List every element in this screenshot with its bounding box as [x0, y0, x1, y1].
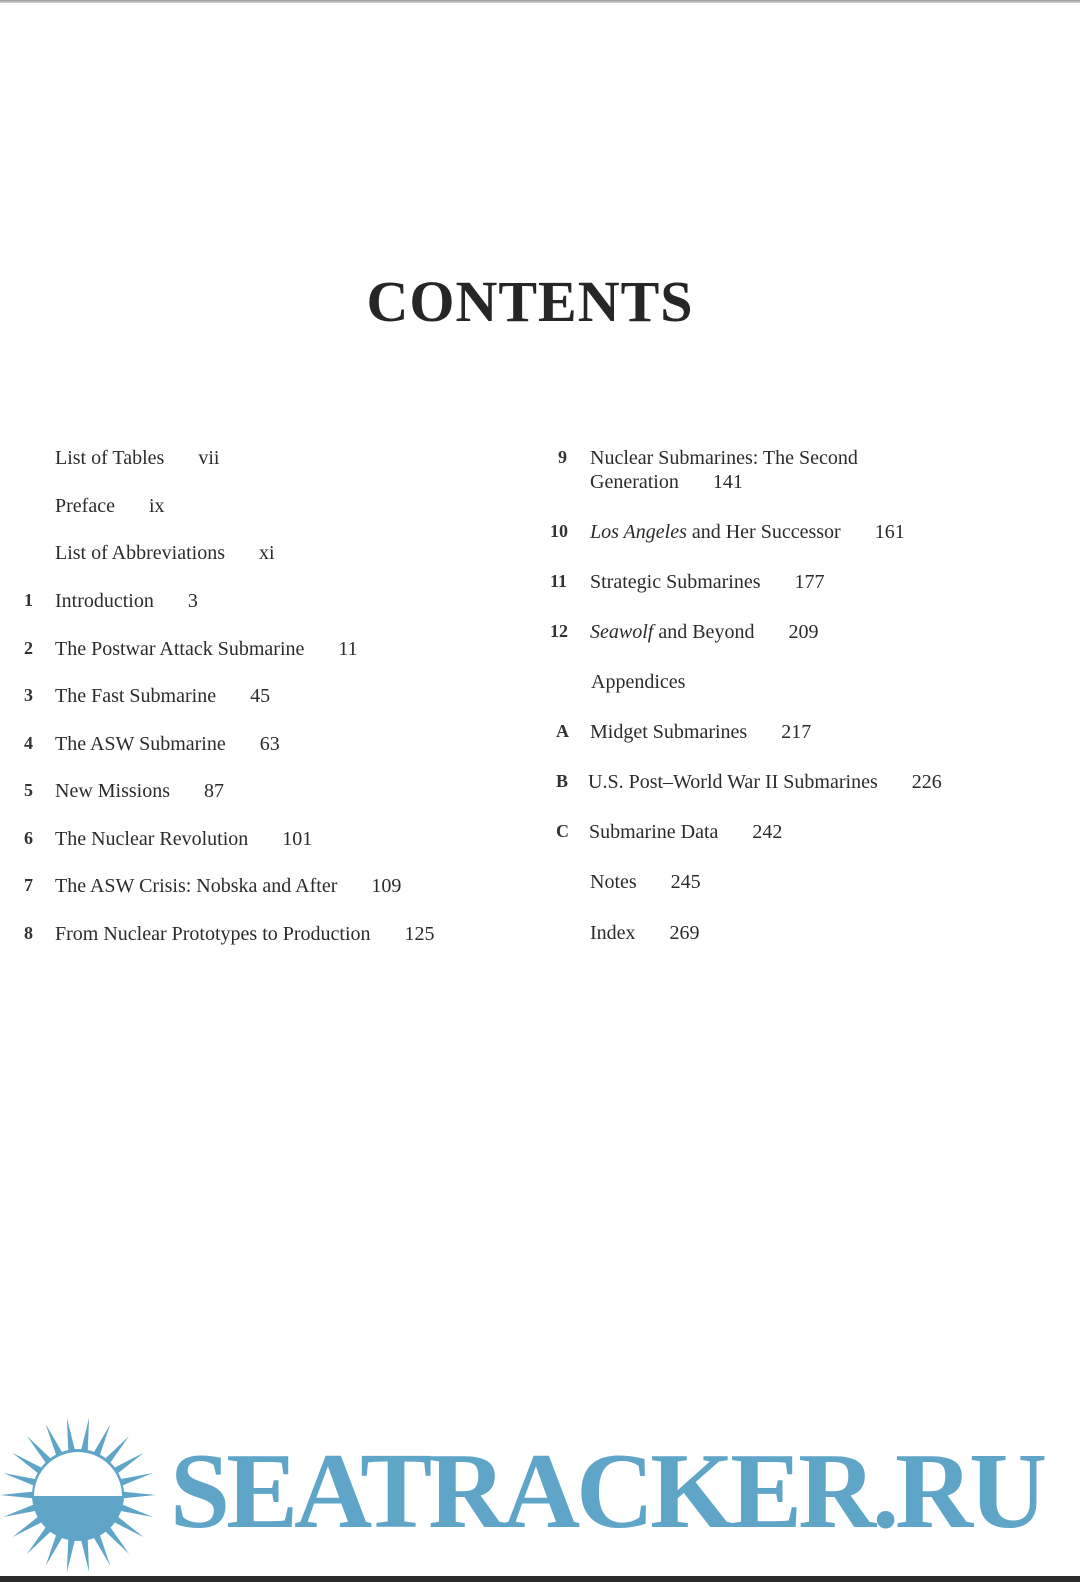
toc-entry-label: The Postwar Attack Submarine	[55, 638, 305, 660]
toc-entry	[590, 620, 818, 644]
toc-entry	[590, 921, 700, 945]
sun-ray	[3, 1504, 37, 1517]
toc-entry	[55, 827, 312, 851]
toc-entry	[55, 637, 358, 661]
toc-entry-page: 245	[670, 871, 701, 893]
toc-entry	[55, 494, 165, 518]
toc-entry	[55, 589, 198, 613]
toc-entry-page: vii	[198, 447, 220, 469]
toc-entry-label: Introduction	[55, 590, 154, 612]
page-title: CONTENTS	[366, 269, 694, 334]
toc-entry-page: 3	[187, 590, 198, 612]
toc-entry-page: xi	[258, 542, 275, 564]
toc-entry-page: 87	[204, 780, 225, 802]
toc-entry-label: Preface	[55, 495, 115, 517]
toc-entry	[55, 922, 435, 946]
toc-entry-page: 209	[788, 621, 819, 643]
toc-entry-label: Notes	[590, 871, 637, 893]
top-scan-edge	[0, 0, 1080, 3]
chapter-number: 6	[24, 828, 33, 848]
toc-entry	[590, 446, 858, 470]
toc-entry	[55, 874, 401, 898]
toc-entry-label: Appendices	[591, 671, 686, 693]
chapter-number: 1	[24, 590, 33, 610]
toc-entry-page: 63	[259, 733, 280, 755]
toc-entry-label: Midget Submarines	[590, 721, 748, 743]
toc-entry	[590, 870, 701, 894]
toc-entry-page: 125	[404, 923, 435, 945]
toc-entry	[55, 446, 219, 470]
chapter-number: 9	[558, 447, 567, 467]
toc-entry	[590, 520, 905, 544]
toc-entry	[55, 779, 224, 803]
chapter-number: 8	[24, 923, 33, 943]
toc-entry-label: The ASW Submarine	[55, 733, 226, 755]
sun-ray	[12, 1516, 43, 1537]
toc-entry-page: 226	[911, 771, 942, 793]
toc-entry-page: 217	[781, 721, 812, 743]
toc-entry-page: ix	[148, 495, 165, 517]
bottom-scan-edge	[0, 1576, 1080, 1582]
watermark-text: SEATRACKER.RU	[170, 1437, 1044, 1547]
toc-entry-page: 269	[669, 922, 700, 944]
toc-entry-label: Index	[590, 922, 636, 944]
toc-entry-label: From Nuclear Prototypes to Production	[55, 923, 371, 945]
toc-entry-label: List of Tables	[55, 447, 165, 469]
sun-ray	[113, 1516, 144, 1537]
toc-entry-label-line2: Generation	[590, 471, 679, 493]
toc-entry	[588, 770, 942, 794]
toc-entry-label: The Fast Submarine	[55, 685, 217, 707]
sun-ray	[81, 1538, 89, 1572]
appendices-heading	[591, 670, 685, 694]
toc-entry-label: The Nuclear Revolution	[55, 828, 249, 850]
toc-entry	[589, 820, 782, 844]
toc-entry	[590, 720, 811, 744]
toc-entry-page: 141	[712, 471, 743, 493]
chapter-number: 5	[24, 780, 33, 800]
chapter-number: 4	[24, 733, 33, 753]
appendix-letter: A	[556, 721, 569, 741]
toc-entry	[55, 684, 270, 708]
sun-ray	[46, 1533, 63, 1565]
toc-entry	[55, 732, 280, 756]
appendix-letter: B	[556, 771, 569, 791]
toc-entry	[590, 570, 825, 594]
ship-name: Los Angeles	[590, 521, 687, 543]
toc-entry-label: and Her Successor	[686, 521, 841, 543]
chapter-number: 12	[550, 621, 568, 641]
toc-entry-label-line1: Nuclear Submarines: The Second	[590, 447, 858, 469]
toc-entry-label: List of Abbreviations	[55, 542, 225, 564]
toc-entry-page: 161	[874, 521, 905, 543]
chapter-number: 2	[24, 638, 33, 658]
toc-entry-label: U.S. Post–World War II Submarines	[588, 771, 878, 793]
toc-entry-page: 177	[794, 571, 825, 593]
toc-entry	[55, 541, 275, 565]
toc-entry-page: 242	[752, 821, 783, 843]
toc-entry-label: Submarine Data	[589, 821, 719, 843]
chapter-number: 3	[24, 685, 33, 705]
toc-entry-label: New Missions	[55, 780, 171, 802]
toc-entry-page: 109	[371, 875, 402, 897]
ship-name: Seawolf	[590, 621, 654, 643]
toc-entry-label: Strategic Submarines	[590, 571, 761, 593]
chapter-number: 10	[550, 521, 568, 541]
sun-icon	[0, 1410, 160, 1575]
toc-entry-label: The ASW Crisis: Nobska and After	[55, 875, 338, 897]
toc-entry-page: 11	[338, 638, 358, 660]
chapter-number: 7	[24, 875, 33, 895]
chapter-number: 11	[550, 571, 568, 591]
toc-entry-continuation	[590, 470, 743, 494]
sun-ray	[93, 1533, 110, 1565]
sun-ray	[104, 1526, 129, 1554]
toc-entry-page: 45	[250, 685, 271, 707]
appendix-letter: C	[556, 821, 569, 841]
toc-entry-page: 101	[282, 828, 313, 850]
toc-entry-label: and Beyond	[653, 621, 755, 643]
sun-ray	[67, 1538, 75, 1572]
sun-ray	[119, 1504, 153, 1517]
sun-ray	[27, 1526, 52, 1554]
